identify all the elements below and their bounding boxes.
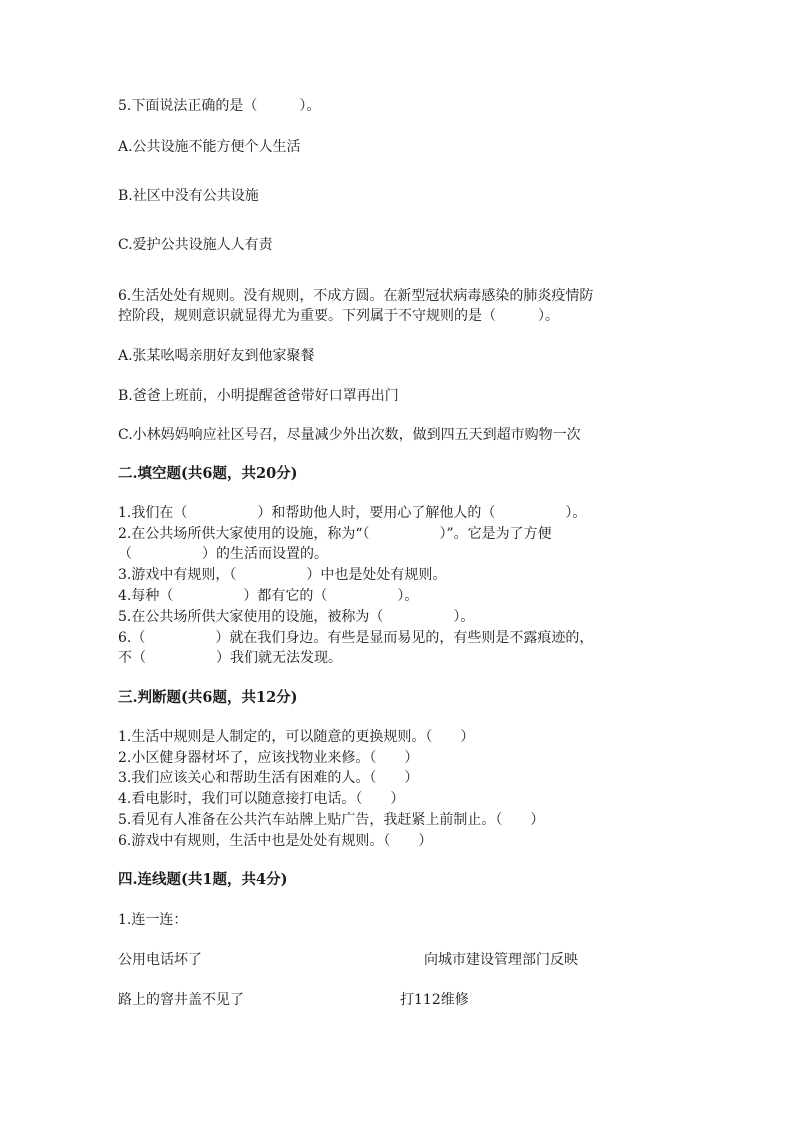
section2-line: 1.我们在（ ）和帮助他人时，要用心了解他人的（ ）。 [118,505,587,521]
section2-line: 3.游戏中有规则，（ ）中也是处处有规则。 [118,567,447,583]
section4-heading: 四.连线题(共1题，共4分) [118,871,288,888]
section2-line: 5.在公共场所供大家使用的设施，被称为（ ）。 [118,609,475,625]
section3-line: 5.看见有人准备在公共汽车站牌上贴广告，我赶紧上前制止。（ ） [118,812,545,828]
match-left-item: 公用电话坏了 [118,952,202,968]
section3-line: 3.我们应该关心和帮助生活有困难的人。（ ） [118,770,419,786]
section3-line: 2.小区健身器材坏了，应该找物业来修。（ ） [118,750,419,766]
q6-option-c: C.小林妈妈响应社区号召，尽量减少外出次数，做到四五天到超市购物一次 [118,427,581,443]
q6-stem-line1: 6.生活处处有规则。没有规则，不成方圆。在新型冠状病毒感染的肺炎疫情防 [118,288,594,304]
section3-line: 6.游戏中有规则，生活中也是处处有规则。（ ） [118,833,433,849]
q5-option-c: C.爱护公共设施人人有责 [118,237,273,253]
match-right-item: 打112维修 [400,992,469,1008]
q5-option-b: B.社区中没有公共设施 [118,188,259,204]
section2-line: 6.（ ）就在我们身边。有些是显而易见的，有些则是不露痕迹的， [118,630,594,646]
q5-option-a: A.公共设施不能方便个人生活 [118,139,301,155]
q6-option-b: B.爸爸上班前，小明提醒爸爸带好口罩再出门 [118,388,399,404]
section2-line: 2.在公共场所供大家使用的设施，称为“（ ）”。它是为了方便 [118,526,552,542]
q6-stem-line2: 控阶段，规则意识就显得尤为重要。下列属于不守规则的是（ ）。 [118,308,559,324]
match-right-item: 向城市建设管理部门反映 [424,952,578,968]
section2-line: 4.每种（ ）都有它的（ ）。 [118,588,419,604]
section2-heading: 二.填空题(共6题，共20分) [118,465,298,482]
section4-q1: 1.连一连： [118,912,188,928]
q6-option-a: A.张某吆喝亲朋好友到他家聚餐 [118,348,315,364]
match-left-item: 路上的窨井盖不见了 [118,992,244,1008]
section3-line: 1.生活中规则是人制定的，可以随意的更换规则。（ ） [118,729,475,745]
section3-heading: 三.判断题(共6题，共12分) [118,689,298,706]
q5-stem: 5.下面说法正确的是（ ）。 [118,98,321,114]
section3-line: 4.看电影时，我们可以随意接打电话。（ ） [118,791,405,807]
section2-line: 不（ ）我们就无法发现。 [118,650,342,666]
section2-line: （ ）的生活而设置的。 [118,546,328,562]
